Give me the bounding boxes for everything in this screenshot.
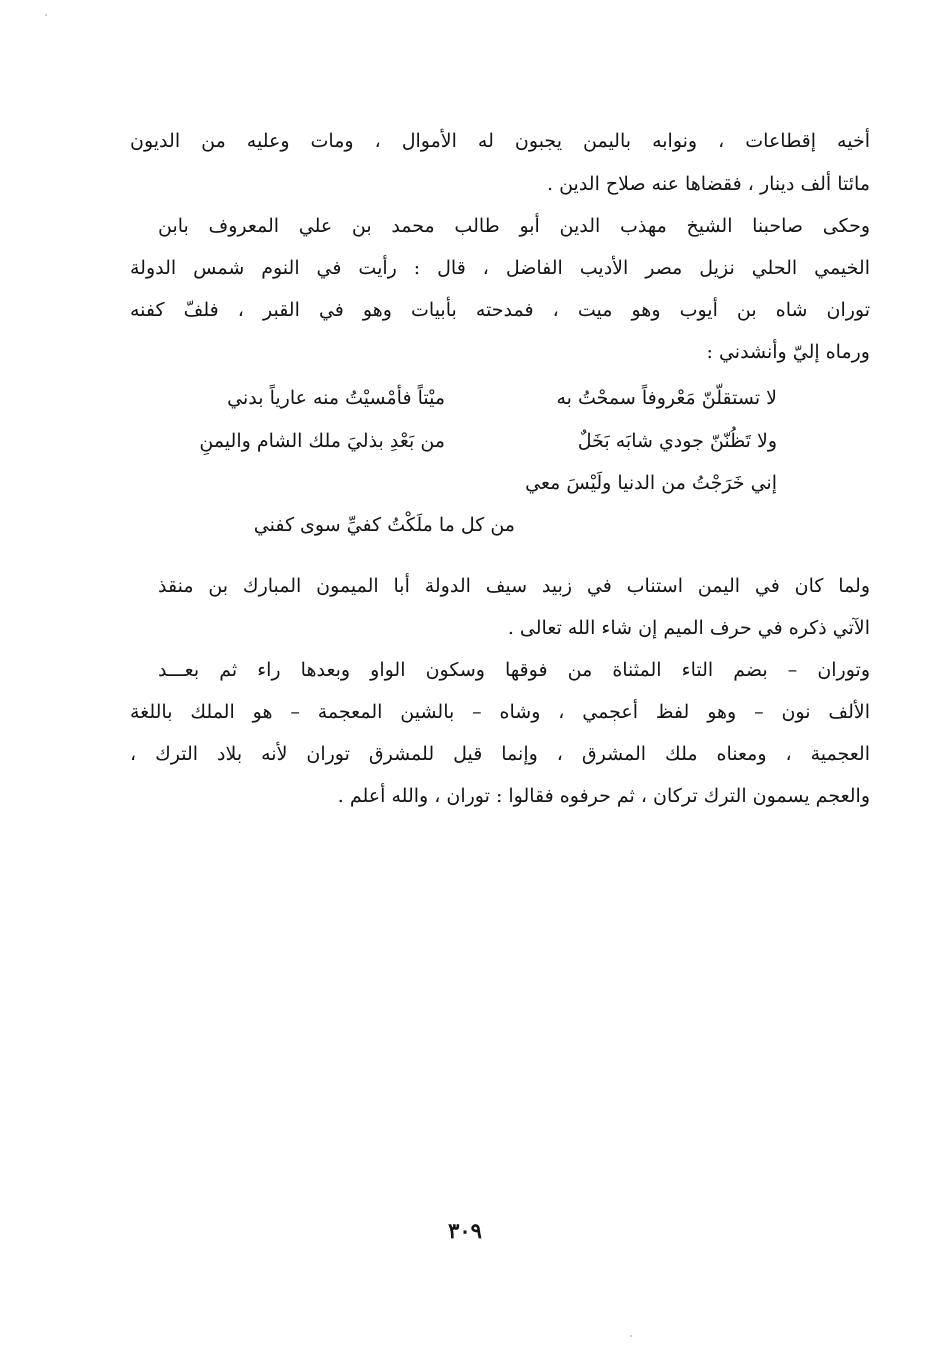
verse-2-second-hemistich: من بَعْدِ بذليَ ملك الشام واليمنِ [199, 430, 445, 452]
paragraph-2-line-1: وحكى صاحبنا الشيخ مهذب الدين أبو طالب محمد بن علي المعروف بابن [158, 215, 870, 237]
paragraph-2-line-4: ورماه إليّ وأنشدني : [706, 341, 870, 363]
scan-speck [630, 1335, 632, 1337]
paragraph-3-line-2: الآتي ذكره في حرف الميم إن شاء الله تعالى . [507, 617, 870, 639]
paragraph-4-line-3: العجمية ، ومعناه ملك المشرق ، وإنما قيل للمشرق توران لأنه بلاد الترك ، [130, 743, 870, 765]
scan-speck [45, 14, 47, 16]
paragraph-1-line-1: أخيه إقطاعات ، ونوابه باليمن يجبون له الأموال ، ومات وعليه من الديون [130, 130, 870, 152]
paragraph-3-line-1: ولما كان في اليمن استناب في زبيد سيف الدولة أبا الميمون المبارك بن منقذ [158, 575, 870, 597]
paragraph-2-line-2: الخيمي الحلي نزيل مصر الأديب الفاضل ، قال : رأيت في النوم شمس الدولة [130, 257, 870, 279]
verse-3-second-hemistich: من كل ما ملَكْتُ كفيِّ سوى كفني [253, 514, 515, 536]
verse-1-first-hemistich: لا تستقلّنّ مَعْروفاً سمحْتُ به [556, 387, 777, 409]
paragraph-4-line-1: وتوران – بضم التاء المثناة من فوقها وسكون الواو وبعدها راء ثم بعـــد [158, 659, 870, 681]
paragraph-1-line-2: مائتا ألف دينار ، فقضاها عنه صلاح الدين . [547, 173, 870, 195]
verse-2-first-hemistich: ولا تَظُنّنّ جودي شابَه بَخَلٌ [577, 430, 777, 452]
verse-1-second-hemistich: ميْتاً فأمْسيْتُ منه عارياً بدني [227, 387, 445, 409]
paragraph-2-line-3: توران شاه بن أيوب وهو ميت ، فمدحته بأبيات وهو في القبر ، فلفّ كفنه [130, 299, 870, 321]
verse-3-first-hemistich: إني خَرَجْتُ من الدنيا ولَيْسَ معي [525, 472, 777, 494]
paragraph-4-line-4: والعجم يسمون الترك تركان ، ثم حرفوه فقالوا : توران ، والله أعلم . [337, 785, 870, 807]
page-number: ٣٠٩ [448, 1218, 482, 1243]
paragraph-4-line-2: الألف نون – وهو لفظ أعجمي ، وشاه – بالشين المعجمة – هو الملك باللغة [130, 701, 870, 723]
